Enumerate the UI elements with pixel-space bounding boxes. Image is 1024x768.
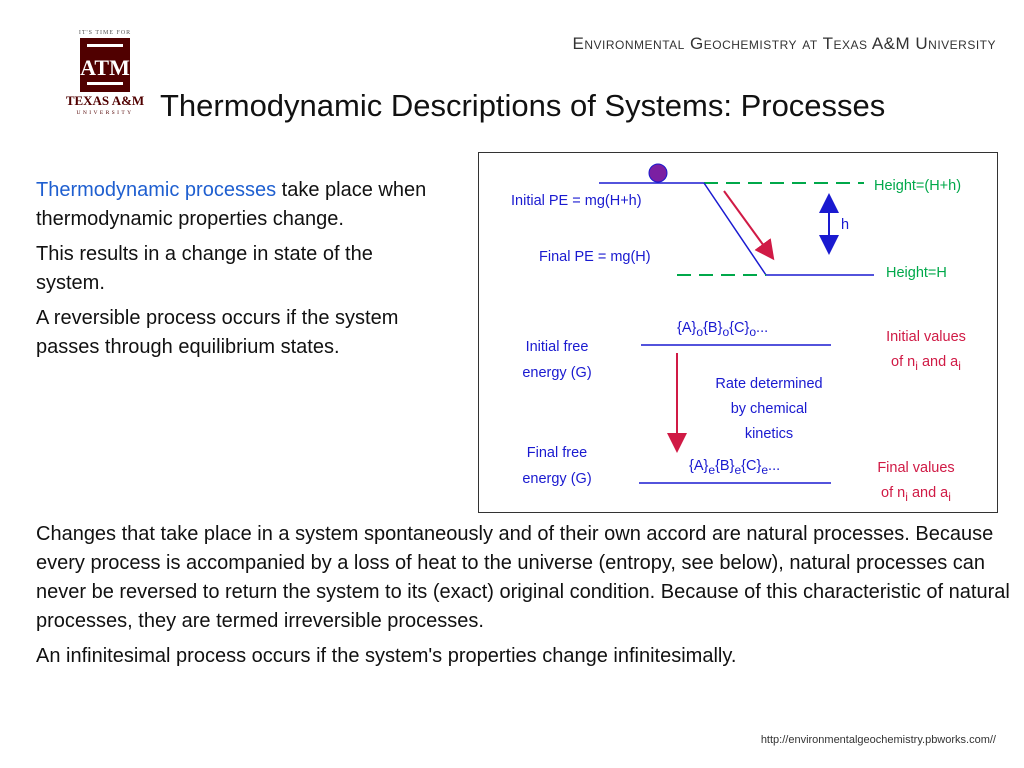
initial-activities — [677, 319, 768, 341]
ramp-line — [704, 183, 766, 275]
initial-free-line1: Initial free — [525, 339, 589, 355]
initial-values-line2 — [861, 350, 991, 379]
rate-line3: kinetics — [744, 426, 794, 442]
sub-e: e — [708, 462, 716, 477]
paragraph-state-change: This results in a change in state of the system. — [36, 243, 373, 294]
final-activities — [689, 457, 780, 479]
initial-values-label — [861, 325, 991, 379]
initial-values-line1: Initial values — [886, 329, 966, 345]
conc-a: {A} — [689, 458, 709, 474]
ball-icon — [649, 164, 667, 182]
initial-free-line2: energy (G) — [522, 365, 592, 381]
conc-c: {C} — [741, 458, 762, 474]
h-label: h — [841, 217, 850, 233]
highlight-term: Thermodynamic processes — [36, 179, 277, 201]
conc-a: {A} — [677, 320, 697, 336]
ellipsis: ... — [768, 458, 781, 474]
sub-o: o — [749, 324, 757, 339]
rate-label — [679, 372, 859, 447]
final-pe-label: Final PE = mg(H) — [539, 249, 651, 265]
final-free-line1: Final free — [526, 445, 588, 461]
paragraph-infinitesimal: An infinitesimal process occurs if the system's properties change infinitesimally. — [36, 645, 737, 667]
paragraph-natural-processes: Changes that take place in a system spontaneously and of their own accord are natural processes. Because every process is accompanied by a loss of heat to the universe (entropy, see below), natural processes can never be reversed to return the system to its (exact) original condition. Because of this characteristic of natural processes, they are termed irreversible processes. — [36, 523, 1010, 632]
footer-url[interactable]: http://environmentalgeochemistry.pbworks.com// — [760, 734, 996, 746]
final-free-line2: energy (G) — [522, 471, 592, 487]
of-n: of n — [891, 354, 916, 370]
conc-c: {C} — [729, 320, 750, 336]
paragraph-processes — [36, 176, 441, 234]
sub-i: i — [905, 489, 908, 504]
sub-o: o — [722, 324, 730, 339]
sub-e: e — [761, 462, 769, 477]
process-diagram — [478, 152, 998, 513]
initial-pe-label: Initial PE = mg(H+h) — [511, 193, 642, 209]
final-values-label — [851, 456, 981, 510]
sub-i: i — [958, 358, 961, 373]
final-values-line1: Final values — [877, 460, 955, 476]
ellipsis: ... — [756, 320, 769, 336]
header-label: Environmental Geochemistry at Texas A&M University — [572, 34, 996, 53]
logo-tagline: IT'S TIME FOR — [78, 30, 132, 36]
and-a: and a — [907, 485, 949, 501]
of-n: of n — [881, 485, 906, 501]
page-title: Thermodynamic Descriptions of Systems: Processes — [160, 88, 886, 123]
rate-line1: Rate determined — [715, 376, 823, 392]
height-bottom-label: Height=H — [886, 265, 947, 281]
height-top-label: Height=(H+h) — [874, 178, 962, 194]
and-a: and a — [917, 354, 959, 370]
final-values-line2 — [851, 481, 981, 510]
sub-e: e — [734, 462, 742, 477]
sub-i: i — [948, 489, 951, 504]
svg-text:ATM: ATM — [80, 55, 130, 80]
tamu-logo — [60, 30, 150, 122]
conc-b: {B} — [715, 458, 735, 474]
bottom-text-block — [36, 520, 1011, 677]
sub-i: i — [915, 358, 918, 373]
paragraph-reversible: A reversible process occurs if the system passes through equilibrium states. — [36, 307, 399, 358]
atm-emblem-icon — [80, 38, 130, 92]
conc-b: {B} — [703, 320, 723, 336]
logo-name: TEXAS A&M — [65, 93, 145, 108]
initial-free-energy-label — [501, 338, 613, 382]
logo-university: UNIVERSITY — [76, 110, 134, 116]
rate-line2: by chemical — [730, 401, 808, 417]
final-free-energy-label — [501, 444, 613, 488]
sub-o: o — [696, 324, 704, 339]
left-text-block — [36, 176, 441, 368]
paragraph-rest: take place when thermodynamic properties change. — [36, 179, 427, 230]
